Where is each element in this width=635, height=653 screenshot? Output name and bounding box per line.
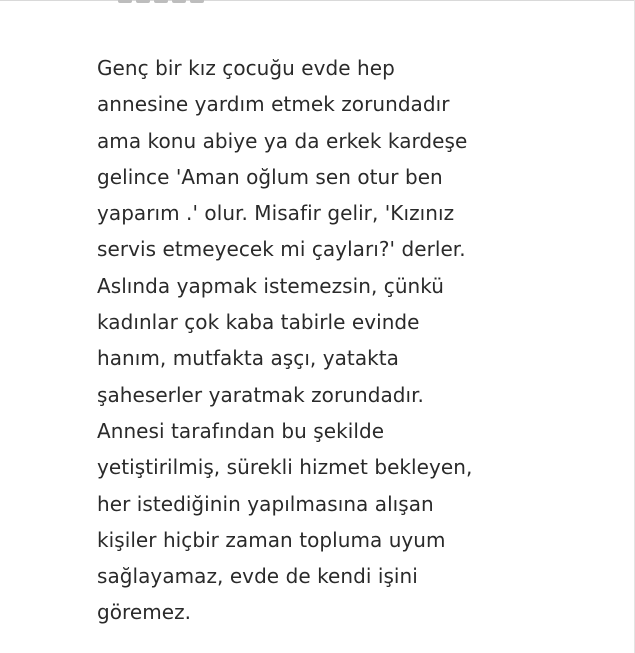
text-line: ama konu abiye ya da erkek kardeşe bbox=[97, 128, 468, 153]
text-line: şaheserler yaratmak zorundadır. bbox=[97, 382, 424, 407]
text-line: kadınlar çok kaba tabirle evinde bbox=[97, 310, 420, 335]
text-line: yetiştirilmiş, sürekli hizmet bekleyen, bbox=[97, 455, 473, 480]
text-line: her istediğinin yapılmasına alışan bbox=[97, 491, 434, 516]
text-line: hanım, mutfakta aşçı, yatakta bbox=[97, 346, 399, 371]
article-paragraph bbox=[97, 50, 617, 631]
text-line: kişiler hiçbir zaman topluma uyum bbox=[97, 527, 446, 552]
text-line: gelince 'Aman oğlum sen otur ben bbox=[97, 164, 443, 189]
text-line: göremez. bbox=[97, 600, 192, 625]
text-line: annesine yardım etmek zorundadır bbox=[97, 92, 450, 117]
text-line: Annesi tarafından bu şekilde bbox=[97, 418, 385, 443]
text-line: yaparım .' olur. Misafir gelir, 'Kızınız bbox=[97, 201, 455, 226]
text-line: Aslında yapmak istemezsin, çünkü bbox=[97, 273, 445, 298]
cropped-text-fragment bbox=[118, 0, 210, 3]
text-line: sağlayamaz, evde de kendi işini bbox=[97, 564, 418, 589]
frame-top-border bbox=[0, 0, 635, 1]
text-line: Genç bir kız çocuğu evde hep bbox=[97, 56, 395, 80]
text-line: servis etmeyecek mi çayları?' derler. bbox=[97, 237, 466, 262]
